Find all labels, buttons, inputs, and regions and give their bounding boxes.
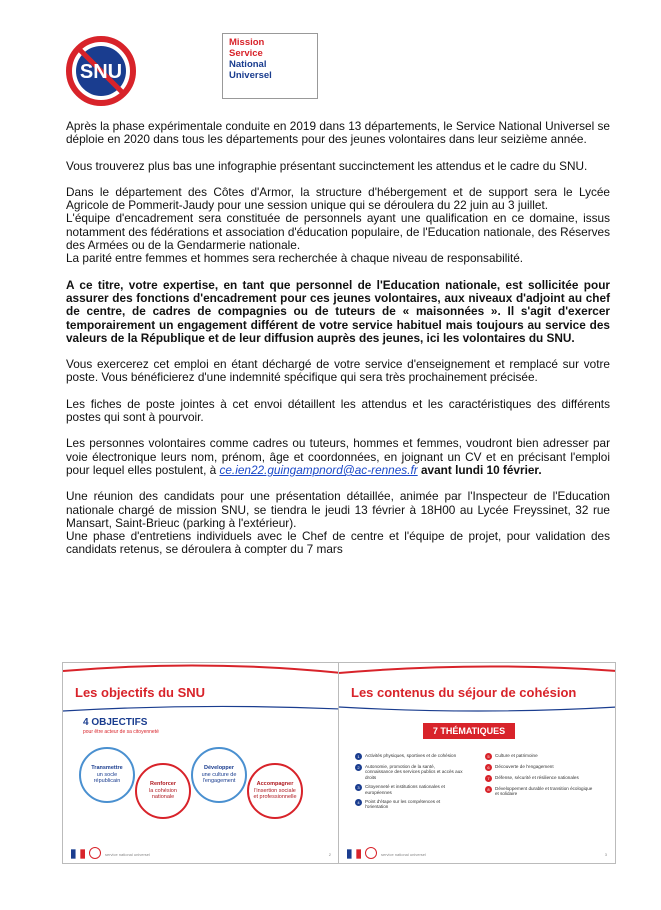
slide-footer-text: service national universel (105, 852, 150, 857)
paragraph-meeting: Une réunion des candidats pour une présentation détaillée, animée par l'Inspecteur de l'Education nationale chargé de mission SNU, se tiendra le jeudi 13 février à 18H00 au Lycée Freyssinet, 32 rue Mansart, Saint-Brieuc (parking à l'extérieur). (66, 489, 610, 530)
letter-body (66, 120, 610, 557)
paragraph-structure: Dans le département des Côtes d'Armor, la structure d'hébergement et de support sera le Lycée Agricole de Pommerit-Jaudy pour une session unique qui se déroulera du 22 juin au 3 juillet. (66, 184, 610, 213)
mission-service-national-universel-box (222, 33, 318, 99)
objective-circle-1: Transmettre un socle républicain (79, 747, 135, 803)
themes-left-column (355, 753, 463, 814)
french-flag-icon (71, 849, 85, 859)
snu-small-logo-icon (365, 847, 377, 859)
theme-item: 8 Développement durable et transition écologique et solidaire (485, 786, 593, 797)
slide-footer-text: service national universel (381, 852, 426, 857)
deadline-text: avant lundi 10 février. (417, 462, 542, 477)
themes-banner: 7 THÉMATIQUES (423, 723, 515, 739)
theme-item: 3 Citoyenneté et institutions nationales et européennes (355, 784, 463, 795)
paragraph-expertise: A ce titre, votre expertise, en tant que personnel de l'Education nationale, est sollicitée pour assurer des fonctions d'encadrement pour ces jeunes volontaires, aux niveaux d'adjoint au chef de centre, de cadres de compagnies ou de tuteurs de « maisonnées ». Il s'agit d'exercer temporairement un engagement différent de votre service habituel mais toujours au service des valeurs de la République et de leur diffusion auprès des jeunes, ici les volontaires du SNU. (66, 277, 610, 345)
paragraph-infographic: Vous trouverez plus bas une infographie présentant succinctement les attendus et le cadre du SNU. (66, 158, 588, 173)
objective-circle-3: Développer une culture de l'engagement (191, 747, 247, 803)
paragraph-parity: La parité entre femmes et hommes sera recherchée à chaque niveau de responsabilité. (66, 251, 524, 266)
snu-small-logo-icon (89, 847, 101, 859)
french-flag-icon (347, 849, 361, 859)
contact-email-link[interactable]: ce.ien22.guingampnord@ac-rennes.fr (219, 462, 418, 477)
paragraph-team: L'équipe d'encadrement sera constituée de personnels ayant une qualification en ce domaine, issus notamment des fédérations et association d'éducation populaire, de l'Education nationale, des Réserves des Armées ou de la Gendarmerie nationale. (66, 211, 610, 253)
mission-line: Mission (229, 37, 265, 48)
universel-line: Universel (229, 70, 272, 81)
theme-item: 5 Culture et patrimoine (485, 753, 593, 760)
service-line: Service (229, 48, 263, 59)
slide-page-number: 3 (604, 852, 607, 857)
snu-logo (66, 36, 136, 106)
paragraph-intro: Après la phase expérimentale conduite en 2019 dans 13 départements, le Service National Universel se déploie en 2020 dans tous les départements pour des jeunes volontaires dans leur seizième année. (66, 119, 610, 147)
objective-circle-4: Accompagner l'insertion sociale et professionnelle (247, 763, 303, 819)
slide-contenus-title: Les contenus du séjour de cohésion (351, 685, 577, 700)
snu-logo-text: SNU (79, 61, 123, 83)
slide-objectifs (62, 662, 340, 864)
paragraph-interviews: Une phase d'entretiens individuels avec le Chef de centre et l'équipe de projet, pour validation des candidats retenus, se déroulera à compter du 7 mars (66, 529, 610, 557)
objectives-subtitle: pour être acteur de sa citoyenneté (83, 729, 159, 735)
application-text: Les personnes volontaires comme cadres ou tuteurs, hommes et femmes, voudront bien adresser par voie électronique leurs nom, prénom, âge et coordonnées, en joignant un CV et en précisant l'emploi pour lequel elles postulent, à (66, 436, 610, 477)
paragraph-application (66, 437, 610, 477)
theme-item: 6 Découverte de l'engagement (485, 764, 593, 771)
national-line: National (229, 59, 267, 70)
slide-contenus (338, 662, 616, 864)
slide-page-number: 2 (328, 852, 331, 857)
themes-right-column (485, 753, 593, 801)
paragraph-discharge: Vous exercerez cet emploi en étant déchargé de votre service d'enseignement et remplacé sur votre poste. Vous bénéficierez d'une indemnité spécifique qui sera très prochainement précisée. (66, 357, 610, 385)
theme-item: 2 Autonomie, promotion de la santé, connaissance des services publics et accès aux droits (355, 764, 463, 780)
paragraph-job-sheets: Les fiches de poste jointes à cet envoi détaillent les attendus et les caractéristiques des différents postes qui sont à pourvoir. (66, 396, 610, 425)
slide-objectifs-title: Les objectifs du SNU (75, 685, 206, 700)
objective-circle-2: Renforcer la cohésion nationale (135, 763, 191, 819)
objectives-count: 4 OBJECTIFS (83, 717, 148, 728)
theme-item: 4 Point d'étape sur les compétences et l'orientation (355, 799, 463, 810)
theme-item: 1 Activités physiques, sportives et de cohésion (355, 753, 463, 760)
theme-item: 7 Défense, sécurité et résilience nationales (485, 775, 593, 782)
